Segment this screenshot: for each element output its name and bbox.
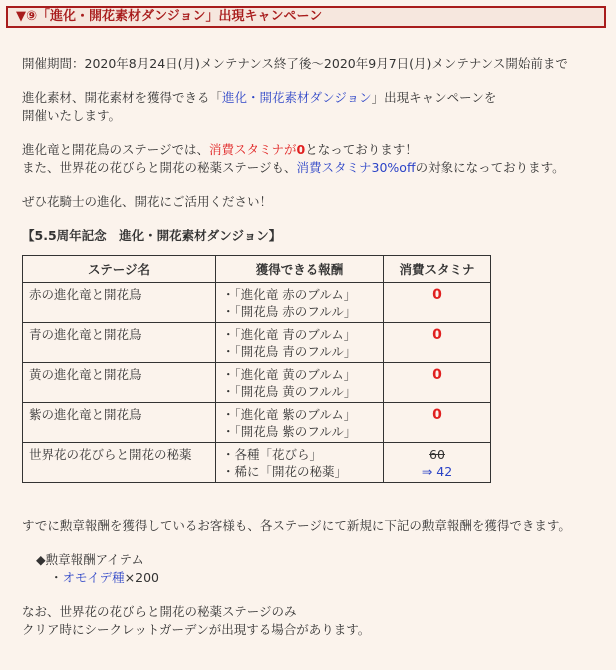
stamina-line-1: [22, 141, 612, 159]
stage-name: 紫の進化竜と開花鳥: [23, 403, 216, 443]
stage-name: 赤の進化竜と開花鳥: [23, 283, 216, 323]
stamina-line-2: [22, 159, 612, 177]
table-row: [23, 323, 491, 363]
stamina-discount: 消費スタミナ30%off: [296, 160, 416, 175]
section-title: 【5.5周年記念 進化・開花素材ダンジョン】: [22, 228, 282, 243]
stamina-cell: [384, 283, 491, 323]
table-row: [23, 283, 491, 323]
stamina-pre: 進化竜と開花鳥のステージでは、: [22, 142, 210, 157]
reward-cell: [216, 403, 384, 443]
medal-item-count: ×200: [124, 570, 159, 585]
closing-text: ぜひ花騎士の進化、開花にご活用ください！: [22, 194, 273, 209]
reward-cell: [216, 363, 384, 403]
reward-item: ・「進化竜 黄のブルム」: [222, 367, 357, 382]
stamina-value: 0: [432, 287, 442, 303]
medal-item-heading: ◆勲章報酬アイテム: [36, 552, 144, 567]
stamina-zero: 0: [296, 142, 306, 157]
stage-name: 世界花の花びらと開花の秘薬: [23, 443, 216, 483]
reward-item: ・「開花鳥 青のフルル」: [222, 344, 357, 359]
stage-name: 黄の進化竜と開花鳥: [23, 363, 216, 403]
stamina-red: 消費スタミナが: [209, 142, 297, 157]
reward-cell: [216, 323, 384, 363]
campaign-content: [22, 55, 612, 639]
table-row: [23, 363, 491, 403]
stamina-new-value: ⇒ 42: [421, 464, 453, 479]
stamina-line2-pre: また、世界花の花びらと開花の秘薬ステージも、: [22, 160, 297, 175]
reward-cell: [216, 283, 384, 323]
stamina-value: 0: [432, 407, 442, 423]
stamina-value: 0: [432, 327, 442, 343]
stamina-old-value: 60: [429, 447, 445, 462]
stamina-cell: [384, 363, 491, 403]
intro-line-1: [22, 89, 612, 107]
header-stamina: 消費スタミナ: [384, 256, 491, 283]
stage-table: [22, 255, 491, 483]
stamina-value: 0: [432, 367, 442, 383]
reward-item: ・「開花鳥 紫のフルル」: [222, 424, 357, 439]
reward-item: ・「開花鳥 赤のフルル」: [222, 304, 357, 319]
stage-name: 青の進化竜と開花鳥: [23, 323, 216, 363]
campaign-header: [6, 6, 606, 28]
intro-line-2: 開催いたします。: [22, 108, 122, 123]
table-row: [23, 443, 491, 483]
medal-item-bullet: ・: [50, 570, 63, 585]
header-reward: 獲得できる報酬: [216, 256, 384, 283]
stamina-post: となっております！: [305, 142, 418, 157]
dungeon-link[interactable]: 進化・開花素材ダンジョン: [222, 90, 372, 105]
stamina-cell: [384, 403, 491, 443]
stamina-cell: [384, 443, 491, 483]
reward-item: ・「進化竜 赤のブルム」: [222, 287, 357, 302]
note-line-2: クリア時にシークレットガーデンが出現する場合があります。: [22, 622, 371, 637]
reward-cell: [216, 443, 384, 483]
reward-item: ・「進化竜 青のブルム」: [222, 327, 357, 342]
table-header-row: [23, 256, 491, 283]
stamina-line2-post: の対象になっております。: [415, 160, 565, 175]
stamina-cell: [384, 323, 491, 363]
note-line-1: なお、世界花の花びらと開花の秘薬ステージのみ: [22, 604, 297, 619]
medal-item: [22, 569, 612, 587]
reward-item: ・「進化竜 紫のブルム」: [222, 407, 357, 422]
header-stage: ステージ名: [23, 256, 216, 283]
campaign-title: ▼⑨「進化・開花素材ダンジョン」出現キャンペーン: [16, 9, 323, 24]
intro-post: 」出現キャンペーンを: [371, 90, 497, 105]
reward-item: ・稀に「開花の秘薬」: [222, 464, 348, 479]
reward-item: ・各種「花びら」: [222, 447, 323, 462]
reward-item: ・「開花鳥 黄のフルル」: [222, 384, 357, 399]
medal-text: すでに勲章報酬を獲得しているお客様も、各ステージにて新規に下記の勲章報酬を獲得できます。: [22, 518, 571, 533]
intro-pre: 進化素材、開花素材を獲得できる「: [22, 90, 223, 105]
omoide-seed-link[interactable]: オモイデ種: [62, 570, 125, 585]
table-row: [23, 403, 491, 443]
event-period: 開催期間：2020年8月24日(月)メンテナンス終了後～2020年9月7日(月)メンテナンス開始前まで: [22, 56, 568, 71]
